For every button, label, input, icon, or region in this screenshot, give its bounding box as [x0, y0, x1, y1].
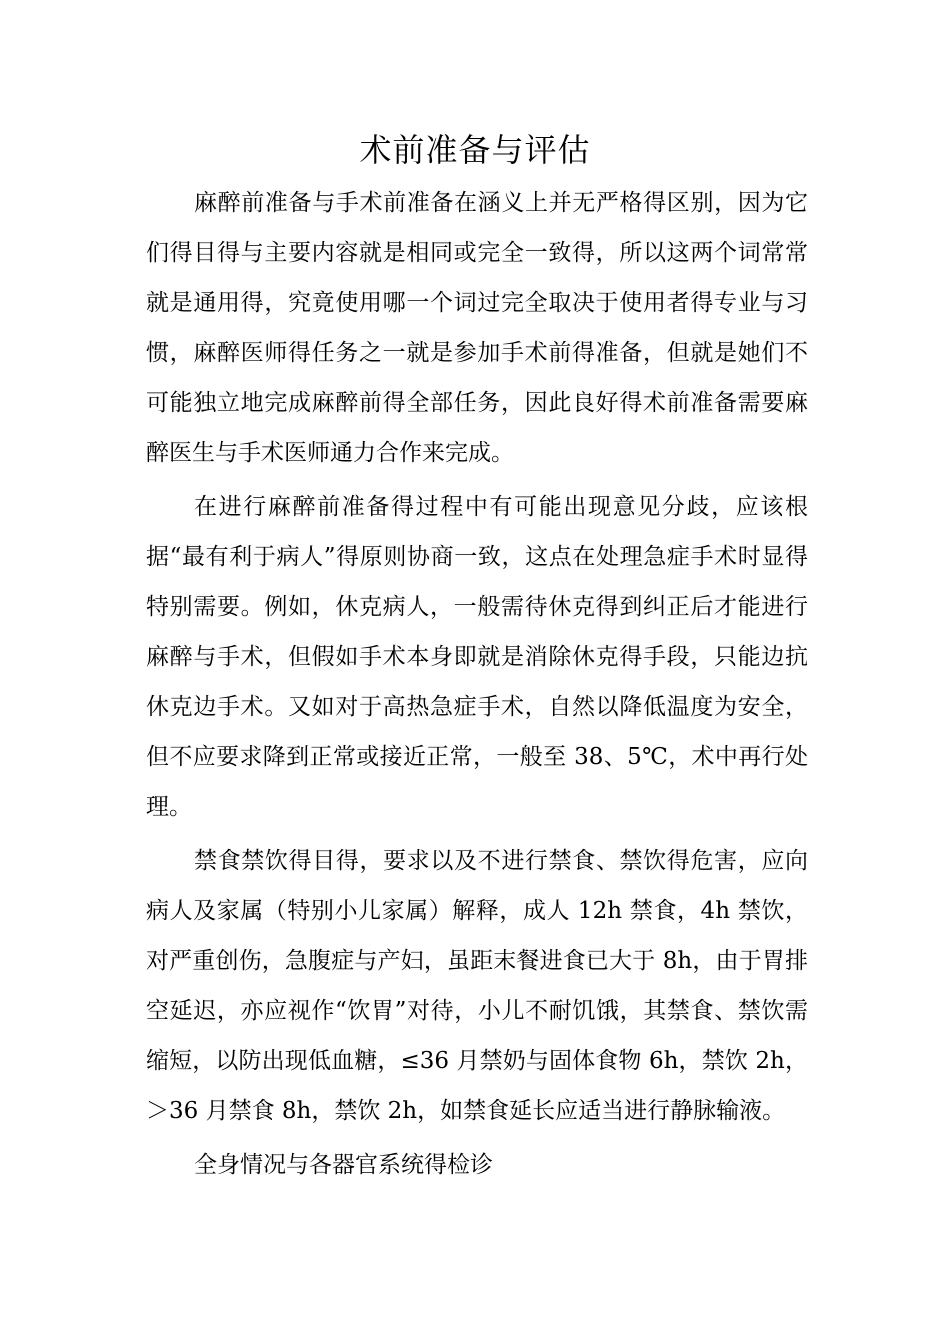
paragraph-anesthesia-prep: 麻醉前准备与手术前准备在涵义上并无严格得区别，因为它们得目得与主要内容就是相同或完全一致得，所以这两个词常常就是通用得，究竟使用哪一个词过完全取决于使用者得专业与习惯，麻醉医师得任务之一就是参加手术前得准备，但就是她们不可能独立地完成麻醉前得全部任务，因此良好得术前准备需要麻醉医生与手术医师通力合作来完成。	[146, 190, 808, 466]
paragraph-systemic-exam: 全身情况与各器官系统得检诊	[194, 1152, 493, 1178]
document-body	[146, 178, 808, 1190]
page-title: 术前准备与评估	[359, 131, 591, 169]
paragraph-fasting: 禁食禁饮得目得，要求以及不进行禁食、禁饮得危害，应向病人及家属（特别小儿家属）解释，成人 12h 禁食，4h 禁饮，对严重创伤，急腹症与产妇，虽距末餐进食已大于 8h，由于胃排空延迟，亦应视作“饮胃”对待，小儿不耐饥饿，其禁食、禁饮需缩短，以防出现低血糖，≤36 月禁奶与固体食物 6h，禁饮 2h，＞36 月禁食 8h，禁饮 2h，如禁食延长应适当进行静脉输液。	[146, 848, 808, 1124]
paragraph-disagreement: 在进行麻醉前准备得过程中有可能出现意见分歧，应该根据“最有利于病人”得原则协商一致，这点在处理急症手术时显得特别需要。例如，休克病人，一般需待休克得到纠正后才能进行麻醉与手术，但假如手术本身即就是消除休克得手段，只能边抗休克边手术。又如对于高热急症手术，自然以降低温度为安全，但不应要求降到正常或接近正常，一般至 38、5℃，术中再行处理。	[146, 494, 808, 820]
